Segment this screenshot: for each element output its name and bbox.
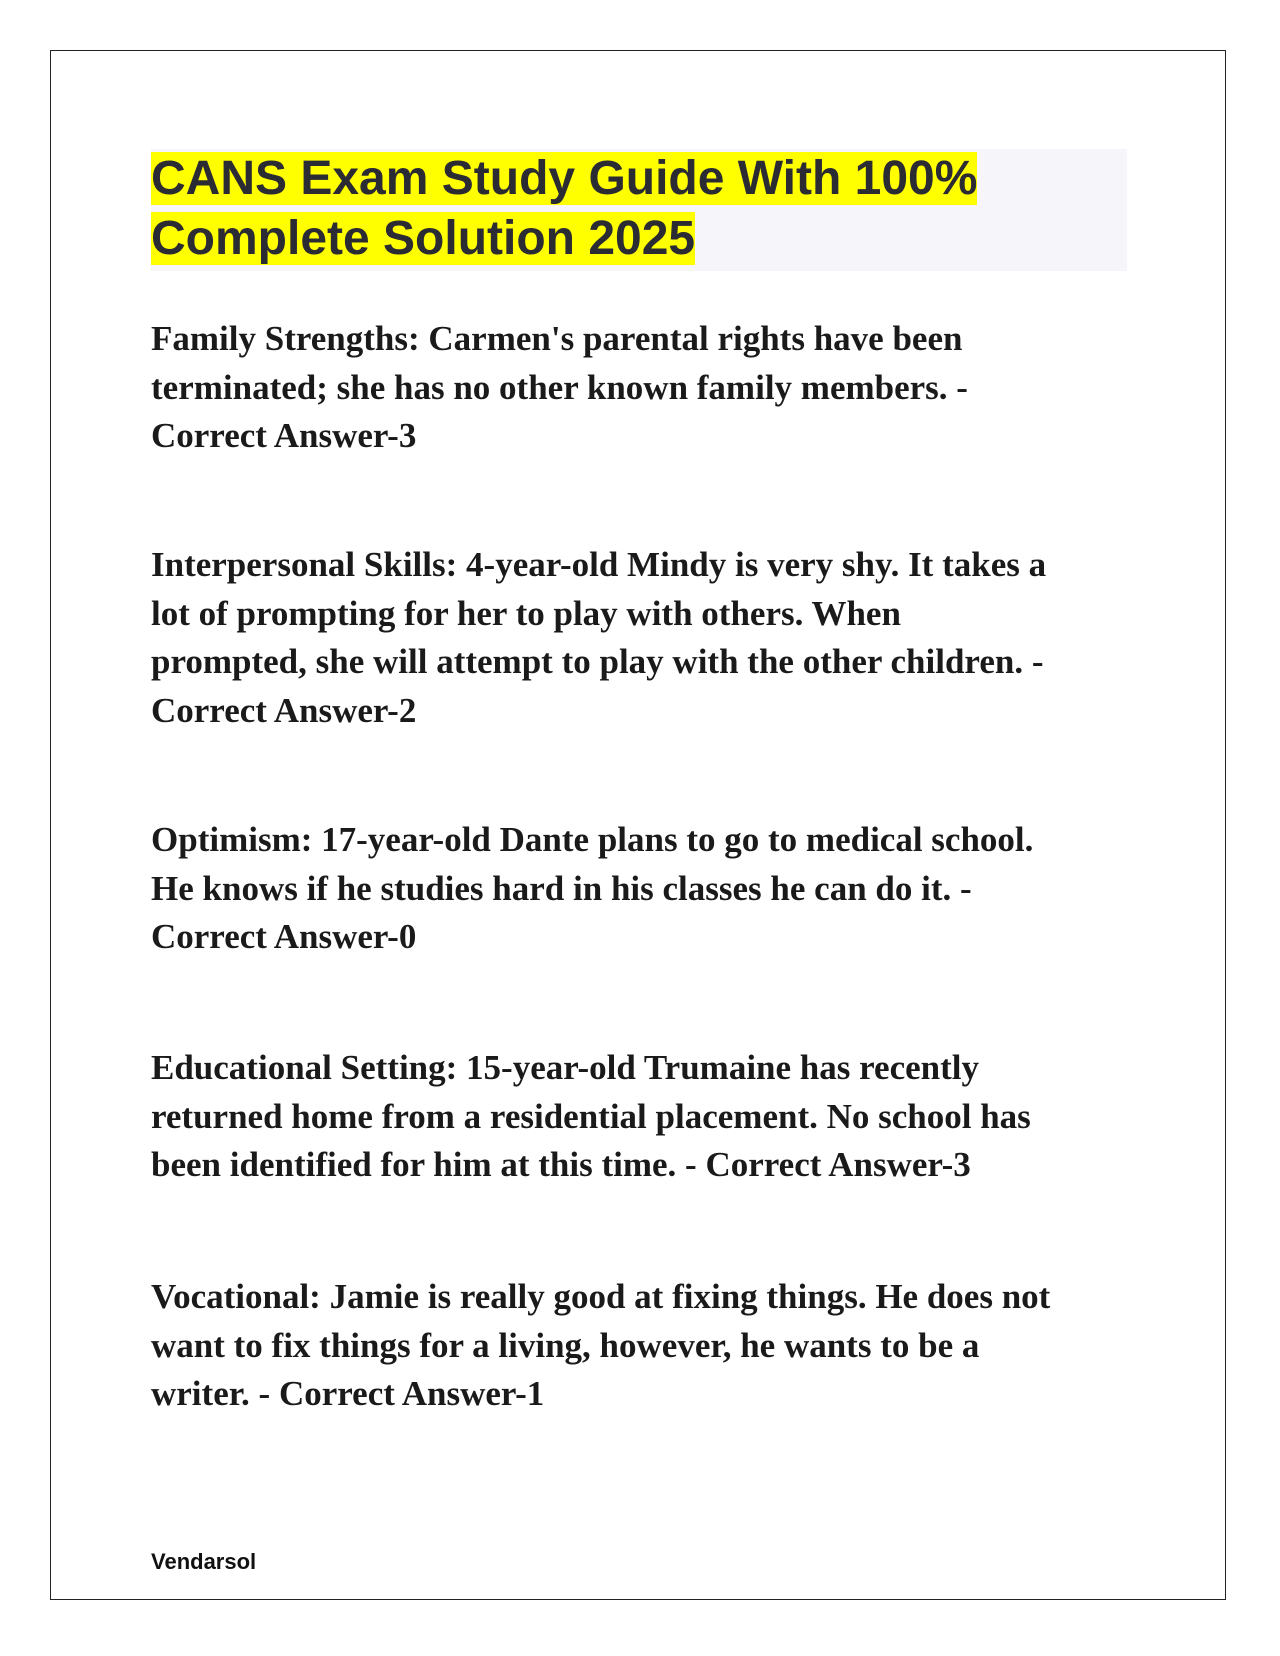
qa-line: Educational Setting: 15-year-old Trumaine has recently	[151, 1048, 979, 1087]
footer-brand: Vendarsol	[151, 1549, 257, 1574]
qa-line: returned home from a residential placement. No school has	[151, 1096, 1031, 1136]
qa-item-optimism	[151, 816, 1151, 962]
qa-line: Correct Answer-2	[151, 690, 417, 730]
qa-line: want to fix things for a living, however, he wants to be a	[151, 1325, 980, 1365]
title-block	[151, 149, 1127, 271]
qa-item-family-strengths	[151, 315, 1151, 461]
qa-line: been identified for him at this time. - Correct Answer-3	[151, 1145, 971, 1184]
qa-line: Correct Answer-0	[151, 917, 417, 956]
document-page	[50, 50, 1226, 1600]
title-line-1: CANS Exam Study Guide With 100%	[151, 152, 978, 205]
qa-line: Vocational: Jamie is really good at fixing things. He does not	[151, 1277, 1051, 1316]
qa-line: lot of prompting for her to play with others. When	[151, 593, 901, 633]
qa-line: Optimism: 17-year-old Dante plans to go to medical school.	[151, 820, 1034, 859]
qa-item-educational-setting	[151, 1044, 1151, 1190]
qa-line: Interpersonal Skills: 4-year-old Mindy is very shy. It takes a	[151, 545, 1047, 584]
title-line-2: Complete Solution 2025	[151, 212, 696, 265]
qa-item-vocational	[151, 1273, 1151, 1419]
qa-line: terminated; she has no other known family members. -	[151, 367, 968, 407]
qa-line: prompted, she will attempt to play with the other children. -	[151, 642, 1044, 681]
qa-line: writer. - Correct Answer-1	[151, 1374, 545, 1413]
qa-line: Correct Answer-3	[151, 416, 417, 455]
qa-item-interpersonal-skills	[151, 541, 1151, 735]
qa-line: Family Strengths: Carmen's parental rights have been	[151, 319, 963, 358]
qa-line: He knows if he studies hard in his classes he can do it. -	[151, 868, 972, 908]
page-title	[151, 149, 1127, 269]
